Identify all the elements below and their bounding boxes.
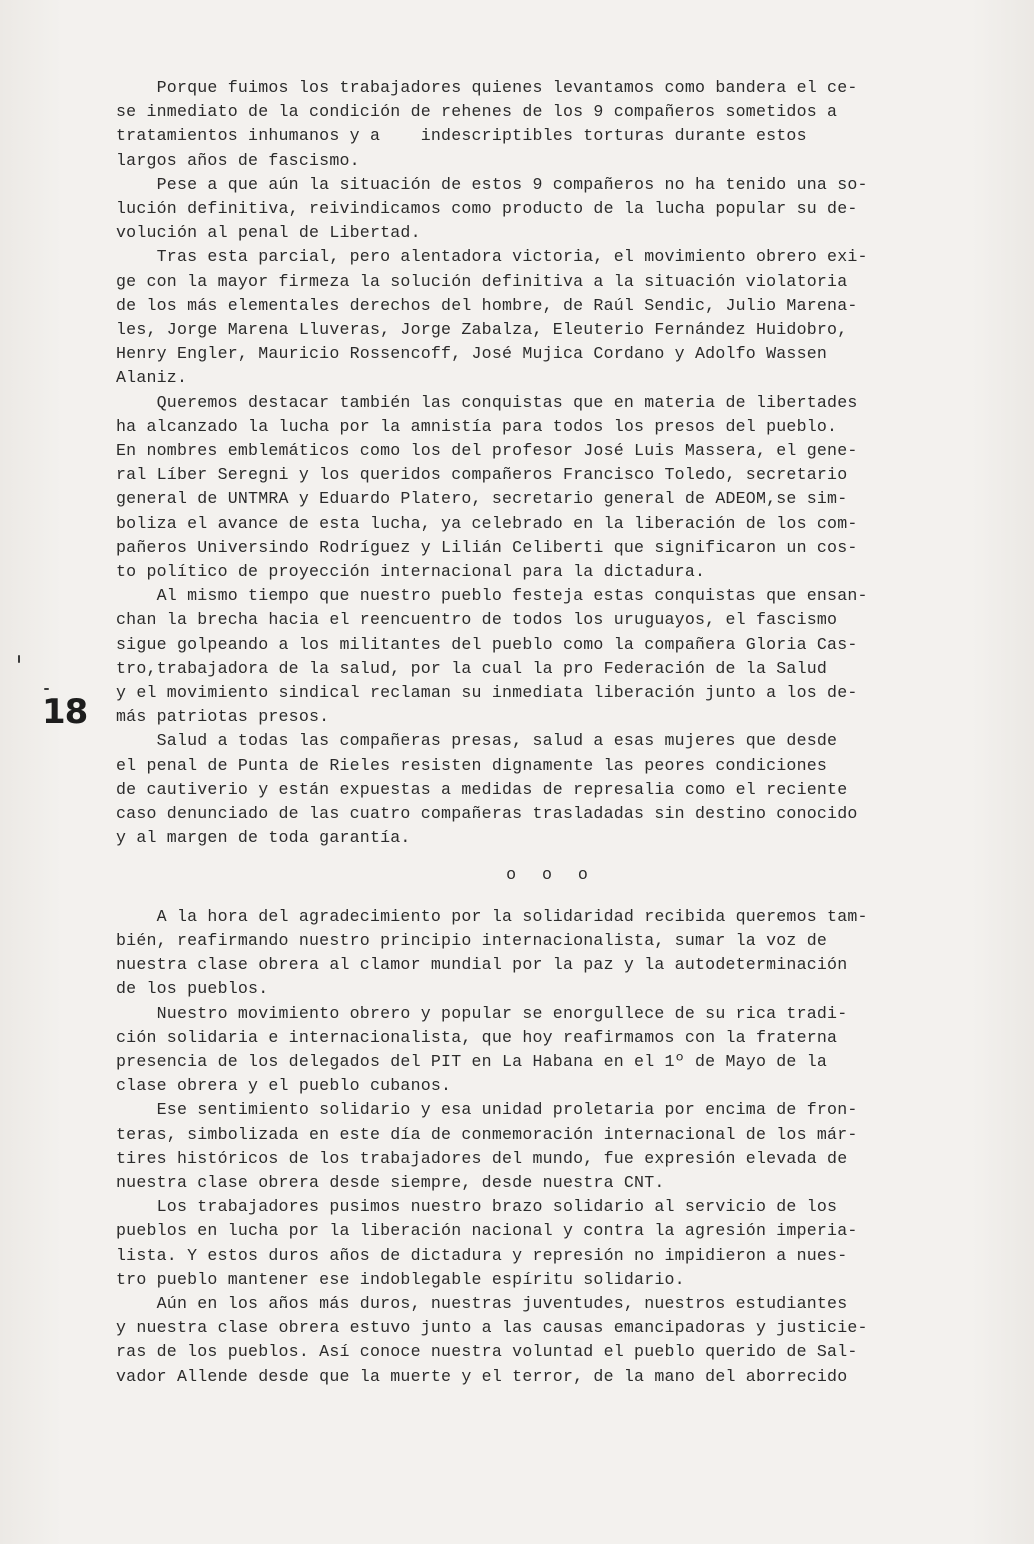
paragraph (116, 1098, 986, 1195)
text-line: pueblos en lucha por la liberación nacional y contra la agresión imperia- (116, 1221, 858, 1241)
text-line: ción solidaria e internacionalista, que hoy reafirmamos con la fraterna (116, 1027, 838, 1047)
text-line: Los trabajadores pusimos nuestro brazo solidario al servicio de los (116, 1197, 838, 1217)
text-line: Porque fuimos los trabajadores quienes levantamos como bandera el ce- (116, 78, 858, 97)
paragraph (116, 1195, 986, 1292)
text-line: ge con la mayor firmeza la solución definitiva a la situación violatoria (116, 271, 848, 291)
text-line: de los más elementales derechos del hombre, de Raúl Sendic, Julio Marena- (116, 295, 858, 315)
text-line: A la hora del agradecimiento por la solidaridad recibida queremos tam- (116, 906, 868, 926)
text-line: y al margen de toda garantía. (116, 828, 411, 848)
page-number: 18 (42, 692, 88, 732)
text-line: Alaniz. (116, 368, 188, 388)
text-line: y nuestra clase obrera estuvo junto a las causas emancipadoras y justicie- (116, 1318, 868, 1338)
text-line: Ese sentimiento solidario y esa unidad proletaria por encima de fron- (116, 1100, 858, 1120)
text-line: Nuestro movimiento obrero y popular se enorgullece de su rica tradi- (116, 1003, 848, 1023)
text-line: tires históricos de los trabajadores del mundo, fue expresión elevada de (116, 1148, 848, 1168)
text-line: y el movimiento sindical reclaman su inmediata liberación junto a los de- (116, 683, 858, 703)
text-line: volución al penal de Libertad. (116, 223, 421, 243)
text-line: pañeros Universindo Rodríguez y Lilián Celiberti que significaron un cos- (116, 537, 858, 557)
paragraph (116, 76, 986, 173)
text-line: Henry Engler, Mauricio Rossencoff, José Mujica Cordano y Adolfo Wassen (116, 344, 828, 364)
text-line: Tras esta parcial, pero alentadora victoria, el movimiento obrero exi- (116, 247, 868, 267)
text-line: bién, reafirmando nuestro principio internacionalista, sumar la voz de (116, 930, 828, 950)
paragraph (116, 905, 986, 1002)
margin-tick-mark (18, 655, 20, 663)
text-line: les, Jorge Marena Lluveras, Jorge Zabalza, Eleuterio Fernández Huidobro, (116, 320, 848, 340)
paragraph (116, 1002, 986, 1099)
text-line: ral Líber Seregni y los queridos compañeros Francisco Toledo, secretario (116, 465, 848, 485)
text-line: presencia de los delegados del PIT en La Habana en el 1º de Mayo de la (116, 1051, 828, 1071)
text-line: to político de proyección internacional para la dictadura. (116, 562, 706, 582)
text-line: general de UNTMRA y Eduardo Platero, secretario general de ADEOM,se sim- (116, 489, 848, 509)
text-line: nuestra clase obrera desde siempre, desde nuestra CNT. (116, 1172, 665, 1192)
text-line: de los pueblos. (116, 979, 269, 999)
text-line: más patriotas presos. (116, 707, 330, 727)
text-line: se inmediato de la condición de rehenes de los 9 compañeros sometidos a (116, 102, 838, 122)
text-line: caso denunciado de las cuatro compañeras trasladadas sin destino conocido (116, 804, 858, 824)
text-line: Aún en los años más duros, nuestras juventudes, nuestros estudiantes (116, 1293, 848, 1313)
paragraph (116, 245, 986, 390)
paragraph (116, 391, 986, 585)
text-line: ha alcanzado la lucha por la amnistía para todos los presos del pueblo. (116, 416, 838, 436)
text-line: teras, simbolizada en este día de conmemoración internacional de los már- (116, 1124, 858, 1144)
text-line: lista. Y estos duros años de dictadura y represión no impidieron a nues- (116, 1245, 848, 1265)
text-line: el penal de Punta de Rieles resisten dignamente las peores condiciones (116, 755, 828, 775)
paragraph (116, 1292, 986, 1389)
text-line: Salud a todas las compañeras presas, salud a esas mujeres que desde (116, 731, 838, 751)
text-line: chan la brecha hacia el reencuentro de todos los uruguayos, el fascismo (116, 610, 838, 630)
margin-tick-mark (44, 688, 49, 690)
text-line: Queremos destacar también las conquistas que en materia de libertades (116, 392, 858, 412)
text-line: sigue golpeando a los militantes del pueblo como la compañera Gloria Cas- (116, 634, 858, 654)
text-line: tratamientos inhumanos y a indescriptibles torturas durante estos (116, 126, 807, 146)
text-line: nuestra clase obrera al clamor mundial por la paz y la autodeterminación (116, 955, 848, 975)
text-line: ras de los pueblos. Así conoce nuestra voluntad el pueblo querido de Sal- (116, 1342, 858, 1362)
text-line: tro pueblo mantener ese indoblegable espíritu solidario. (116, 1269, 685, 1289)
paragraph (116, 173, 986, 246)
text-line: de cautiverio y están expuestas a medidas de represalia como el reciente (116, 779, 848, 799)
text-line: largos años de fascismo. (116, 150, 360, 170)
text-line: boliza el avance de esta lucha, ya celebrado en la liberación de los com- (116, 513, 858, 533)
text-line: vador Allende desde que la muerte y el terror, de la mano del aborrecido (116, 1366, 848, 1386)
paragraph (116, 584, 986, 729)
text-line: lución definitiva, reivindicamos como producto de la lucha popular su de- (116, 199, 858, 219)
text-line: En nombres emblemáticos como los del profesor José Luis Massera, el gene- (116, 441, 858, 461)
body-text (116, 76, 986, 1389)
text-line: Al mismo tiempo que nuestro pueblo festeja estas conquistas que ensan- (116, 586, 868, 606)
text-line: Pese a que aún la situación de estos 9 compañeros no ha tenido una so- (116, 174, 868, 194)
section-separator: o o o (506, 864, 596, 884)
paragraph (116, 729, 986, 850)
text-line: clase obrera y el pueblo cubanos. (116, 1076, 452, 1096)
text-line: tro,trabajadora de la salud, por la cual la pro Federación de la Salud (116, 658, 828, 678)
